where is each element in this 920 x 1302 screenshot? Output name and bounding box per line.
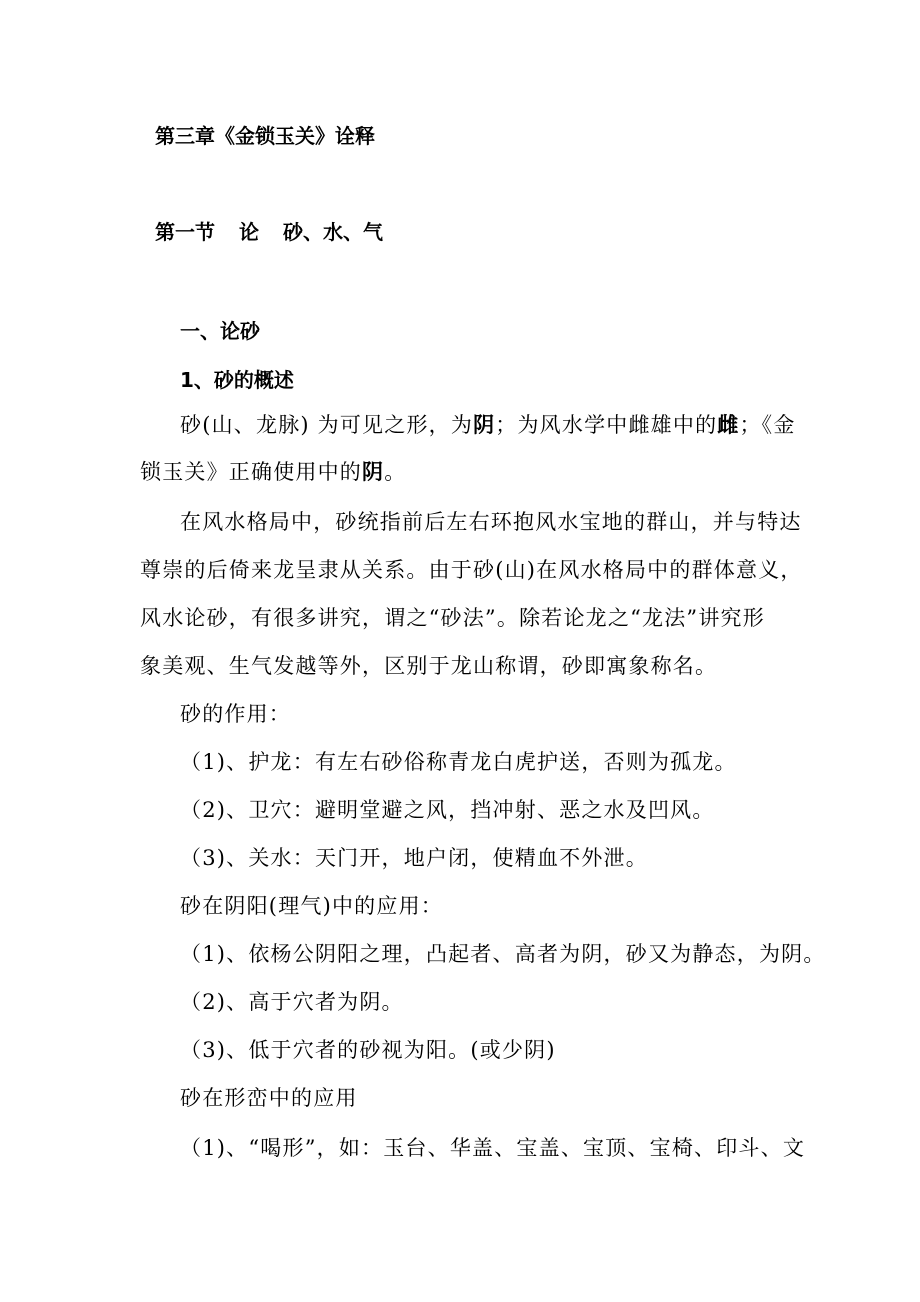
para2-line3: 风水论砂，有很多讲究，谓之“砂法”。除若论龙之“龙法”讲究形 [140, 606, 765, 630]
para2-line4: 象美观、生气发越等外，区别于龙山称谓，砂即寓象称名。 [140, 654, 718, 678]
para1-line2 [140, 458, 406, 486]
para1-line1 [180, 411, 796, 439]
emphasis-yin: 阴 [473, 412, 496, 437]
chapter-title: 第三章《金锁玉关》诠释 [155, 124, 375, 148]
section-title [155, 218, 383, 246]
yinyang-heading: 砂在阴阳(理气)中的应用： [180, 894, 443, 918]
xingluan-heading: 砂在形峦中的应用 [180, 1086, 358, 1110]
list-item: （1)、依杨公阴阳之理，凸起者、高者为阴，砂又为静态，为阴。 [180, 942, 826, 966]
list-item: （2)、高于穴者为阴。 [180, 990, 404, 1014]
para1-text: 。 [384, 460, 407, 484]
list-item: （3)、低于穴者的砂视为阳。(或少阴) [180, 1038, 556, 1062]
section-number: 第一节 [155, 220, 215, 244]
para2-line2: 尊崇的后倚来龙呈隶从关系。由于砂(山)在风水格局中的群体意义， [140, 558, 803, 582]
subsection-heading: 一、论砂 [180, 319, 260, 343]
subsubsection-heading: 1、砂的概述 [180, 368, 294, 392]
para1-text: ；为风水学中雌雄中的 [495, 413, 718, 437]
list-item: （1)、护龙：有左右砂俗称青龙白虎护送，否则为孤龙。 [180, 750, 737, 774]
para2-line1: 在风水格局中，砂统指前后左右环抱风水宝地的群山，并与特达 [180, 510, 802, 534]
emphasis-ci: 雌 [717, 412, 740, 437]
para1-text: 砂(山、龙脉) 为可见之形，为 [180, 413, 474, 437]
emphasis-yin: 阴 [362, 459, 385, 484]
section-topics: 砂、水、气 [283, 220, 383, 244]
para1-text: 锁玉关》正确使用中的 [140, 460, 362, 484]
para1-text: ；《金 [739, 413, 796, 437]
list-item: （1)、“喝形”，如：玉台、华盖、宝盖、宝顶、宝椅、印斗、文 [180, 1136, 806, 1160]
section-word: 论 [239, 220, 259, 244]
list-item: （3)、关水：天门开，地户闭，使精血不外泄。 [180, 846, 648, 870]
role-heading: 砂的作用： [180, 702, 291, 726]
list-item: （2)、卫穴：避明堂避之风，挡冲射、恶之水及凹风。 [180, 798, 715, 822]
